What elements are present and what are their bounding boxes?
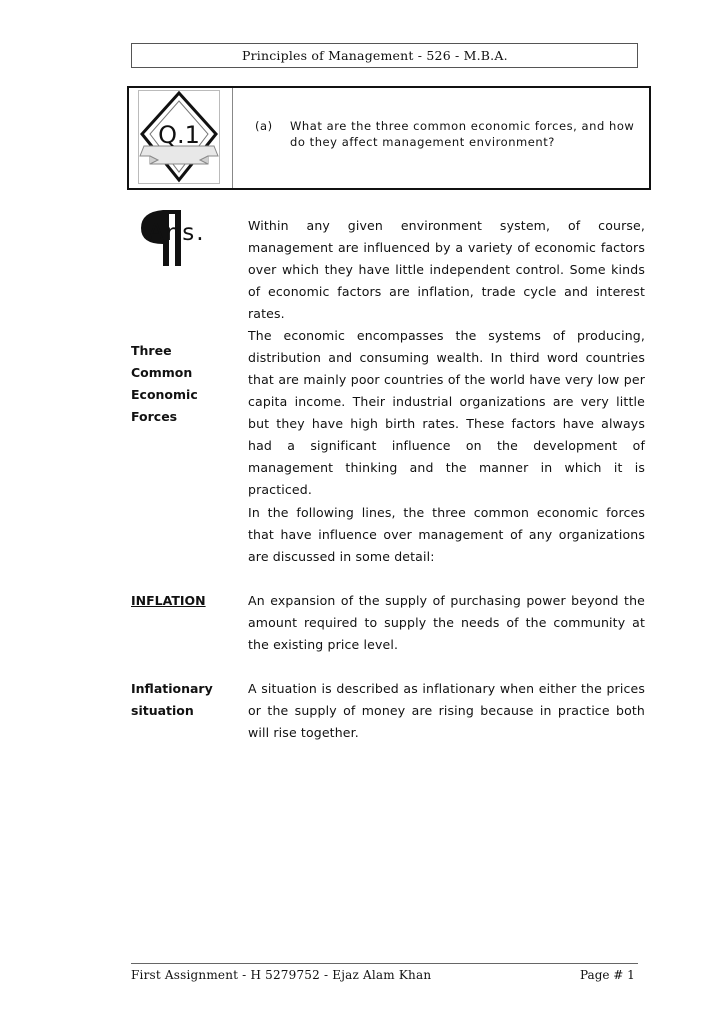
answer-paragraph-4: An expansion of the supply of purchasing power beyond the amount required to supply the needs of the community at the existing price level.	[248, 593, 645, 652]
label-three-common-economic-forces	[131, 340, 239, 428]
page-header	[131, 43, 638, 68]
header-title: Principles of Management - 526 - M.B.A.	[242, 48, 508, 63]
answer-paragraph-5: A situation is described as inflationary when either the prices or the supply of money are rising because in practice both will rise together.	[248, 681, 645, 740]
footer-page-number: Page # 1	[580, 968, 635, 982]
label-line: Economic	[131, 387, 198, 402]
answer-label: Ans.	[148, 220, 206, 246]
label-inflationary-situation	[131, 678, 239, 722]
answer-paragraph-3: In the following lines, the three common economic forces that have influence over management of any organizations are discussed in some detail:	[248, 505, 645, 564]
question-body: What are the three common economic forces, and how do they affect management environment?	[290, 119, 635, 149]
question-divider	[232, 88, 233, 188]
label-line: Forces	[131, 409, 178, 424]
answer-paragraph-2: The economic encompasses the systems of producing, distribution and consuming wealth. In third word countries that are mainly poor countries of the world have very low per capita income. Their industrial organizations are very little but they have high birth rates. These factors have always had a significant influence on the development of management thinking and the manner in which it is practiced.	[248, 328, 645, 497]
question-number: Q.1	[158, 121, 200, 149]
question-badge	[138, 90, 220, 184]
label-line: Three	[131, 343, 172, 358]
label-line: Common	[131, 365, 193, 380]
answer-mark	[131, 200, 227, 276]
label-line: Inflationary	[131, 681, 213, 696]
question-letter: (a)	[255, 119, 273, 133]
label-inflation: INFLATION	[131, 593, 206, 608]
answer-paragraph-1: Within any given environment system, of course, management are influenced by a variety of economic factors over which they have little independent control. Some kinds of economic factors are inflation, trade cycle and interest rates.	[248, 218, 645, 321]
footer-author: First Assignment - H 5279752 - Ejaz Alam Khan	[131, 968, 432, 982]
label-line: situation	[131, 703, 194, 718]
diamond-badge-icon	[138, 90, 220, 184]
question-box	[127, 86, 651, 190]
footer-divider	[131, 963, 638, 964]
